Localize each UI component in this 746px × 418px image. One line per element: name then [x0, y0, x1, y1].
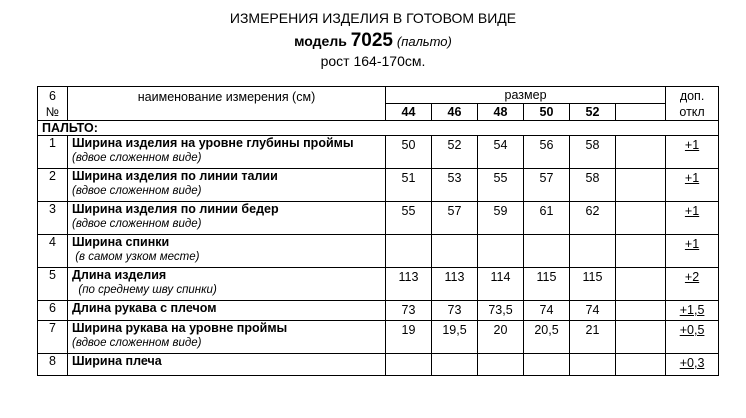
- size-header-cell: 50: [524, 104, 570, 121]
- size-value-cell: 115: [570, 268, 616, 301]
- tolerance-value: +1: [684, 171, 700, 185]
- size-value-cell: 73,5: [478, 301, 524, 321]
- size-value-cell: 58: [570, 169, 616, 202]
- size-value-cell: [616, 136, 666, 169]
- measurement-name: Длина рукава с плечом: [72, 301, 217, 315]
- size-value-cell: [478, 354, 524, 376]
- measurement-name-cell: [68, 136, 386, 169]
- size-value-cell: 54: [478, 136, 524, 169]
- size-value-cell: 51: [386, 169, 432, 202]
- header-number-cell: [38, 87, 68, 121]
- size-header-cell: 48: [478, 104, 524, 121]
- size-value-cell: [432, 354, 478, 376]
- tolerance-cell: [666, 268, 719, 301]
- table-row: [38, 235, 719, 268]
- row-number: 8: [38, 354, 68, 376]
- size-value-cell: 56: [524, 136, 570, 169]
- size-value-cell: [570, 235, 616, 268]
- size-value-cell: [616, 235, 666, 268]
- tolerance-value: +0,3: [679, 356, 705, 370]
- row-number: 5: [38, 268, 68, 301]
- tolerance-cell: [666, 301, 719, 321]
- measurement-name-cell: [68, 354, 386, 376]
- size-value-cell: 55: [478, 169, 524, 202]
- size-header-cell: 52: [570, 104, 616, 121]
- measurement-name-cell: [68, 202, 386, 235]
- tolerance-value: +1: [684, 237, 700, 251]
- tolerance-value: +2: [684, 270, 700, 284]
- tolerance-cell: [666, 136, 719, 169]
- row-number: 1: [38, 136, 68, 169]
- section-row: [38, 121, 719, 136]
- model-label: модель: [294, 33, 347, 49]
- size-value-cell: [616, 354, 666, 376]
- size-value-cell: 58: [570, 136, 616, 169]
- tolerance-cell: [666, 235, 719, 268]
- header-size-cell: размер: [386, 87, 666, 104]
- size-value-cell: [432, 235, 478, 268]
- measurement-name: Ширина плеча: [72, 354, 162, 368]
- size-value-cell: [478, 235, 524, 268]
- header-tolerance-cell: [666, 87, 719, 121]
- measurement-name: Ширина изделия на уровне глубины проймы: [72, 136, 354, 150]
- measurement-name-cell: [68, 235, 386, 268]
- size-value-cell: [524, 235, 570, 268]
- size-value-cell: [524, 354, 570, 376]
- measurement-note: (вдвое сложенном виде): [72, 337, 202, 349]
- section-label: ПАЛЬТО:: [38, 121, 719, 136]
- size-value-cell: 19,5: [432, 321, 478, 354]
- measurement-name: Ширина изделия по линии бедер: [72, 202, 279, 216]
- size-value-cell: 113: [386, 268, 432, 301]
- table-row: [38, 301, 719, 321]
- document-title: ИЗМЕРЕНИЯ ИЗДЕЛИЯ В ГОТОВОМ ВИДЕ: [229, 10, 517, 26]
- size-value-cell: 57: [432, 202, 478, 235]
- height-range: рост 164-170см.: [320, 53, 426, 69]
- tolerance-value: +0,5: [679, 323, 705, 337]
- size-value-cell: [616, 301, 666, 321]
- size-value-cell: 50: [386, 136, 432, 169]
- size-value-cell: 115: [524, 268, 570, 301]
- size-value-cell: 52: [432, 136, 478, 169]
- size-value-cell: 62: [570, 202, 616, 235]
- header-name-cell: наименование измерения (см): [68, 87, 386, 121]
- tolerance-value: +1: [684, 138, 700, 152]
- measurement-name: Длина изделия: [72, 268, 167, 282]
- tolerance-cell: [666, 321, 719, 354]
- size-value-cell: 53: [432, 169, 478, 202]
- table-row: [38, 169, 719, 202]
- header-tolerance-line1: доп.: [679, 88, 705, 103]
- size-value-cell: 57: [524, 169, 570, 202]
- size-value-cell: [616, 202, 666, 235]
- size-value-cell: 73: [432, 301, 478, 321]
- row-number: 3: [38, 202, 68, 235]
- size-value-cell: 74: [570, 301, 616, 321]
- measurement-note: (в самом узком месте): [72, 251, 200, 263]
- row-number: 2: [38, 169, 68, 202]
- tolerance-cell: [666, 169, 719, 202]
- tolerance-value: +1,5: [679, 303, 705, 317]
- measurement-note: (вдвое сложенном виде): [72, 218, 202, 230]
- tolerance-cell: [666, 202, 719, 235]
- size-value-cell: 61: [524, 202, 570, 235]
- measurement-note: (вдвое сложенном виде): [72, 152, 202, 164]
- size-value-cell: 113: [432, 268, 478, 301]
- size-value-cell: [616, 268, 666, 301]
- measurement-name: Ширина изделия по линии талии: [72, 169, 278, 183]
- row-number: 7: [38, 321, 68, 354]
- size-value-cell: 114: [478, 268, 524, 301]
- model-number: 7025: [350, 30, 393, 51]
- table-row: [38, 268, 719, 301]
- size-value-cell: [616, 321, 666, 354]
- size-header-cell: 46: [432, 104, 478, 121]
- measurement-name-cell: [68, 268, 386, 301]
- size-value-cell: [616, 169, 666, 202]
- size-value-cell: [386, 235, 432, 268]
- table-row: [38, 136, 719, 169]
- size-value-cell: 19: [386, 321, 432, 354]
- table-row: [38, 321, 719, 354]
- size-header-cell: 44: [386, 104, 432, 121]
- size-value-cell: 73: [386, 301, 432, 321]
- size-header-cell: [616, 104, 666, 121]
- header-number-line1: 6: [49, 88, 56, 103]
- size-value-cell: [570, 354, 616, 376]
- size-value-cell: 55: [386, 202, 432, 235]
- table-row: [38, 354, 719, 376]
- measurement-name-cell: [68, 301, 386, 321]
- measurement-name-cell: [68, 321, 386, 354]
- measurement-name: Ширина спинки: [72, 235, 170, 249]
- model-type: (пальто): [396, 34, 452, 49]
- table-row: [38, 202, 719, 235]
- size-value-cell: 20: [478, 321, 524, 354]
- measurement-name: Ширина рукава на уровне проймы: [72, 321, 288, 335]
- measurement-name-cell: [68, 169, 386, 202]
- row-number: 6: [38, 301, 68, 321]
- tolerance-value: +1: [684, 204, 700, 218]
- size-value-cell: 21: [570, 321, 616, 354]
- header-tolerance-line2: откл: [679, 104, 705, 119]
- size-value-cell: 74: [524, 301, 570, 321]
- measurement-note: (по среднему шву спинки): [72, 284, 217, 296]
- model-line: [0, 30, 746, 52]
- size-value-cell: 59: [478, 202, 524, 235]
- measurements-table: [37, 86, 719, 376]
- size-value-cell: [386, 354, 432, 376]
- size-value-cell: 20,5: [524, 321, 570, 354]
- row-number: 4: [38, 235, 68, 268]
- measurement-note: (вдвое сложенном виде): [72, 185, 202, 197]
- tolerance-cell: [666, 354, 719, 376]
- header-number-line2: №: [45, 104, 60, 119]
